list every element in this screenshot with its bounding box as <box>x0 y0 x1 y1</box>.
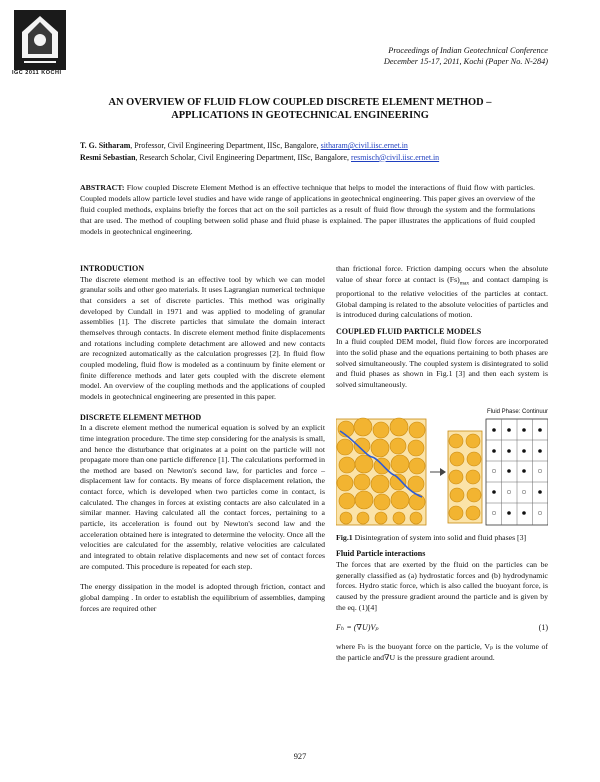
fluid-interactions-heading: Fluid Particle interactions <box>336 549 426 559</box>
proceedings-line-2: December 15-17, 2011, Kochi (Paper No. N-284) <box>383 57 548 66</box>
right-column <box>336 264 548 663</box>
figure-1-caption <box>336 533 548 544</box>
friction-text-a: than frictional force. Friction damping occurs when the absolute value of shear force at contact is (Fs) <box>336 264 548 284</box>
proceedings-header <box>384 45 548 67</box>
author-row <box>80 140 550 152</box>
equation-1 <box>336 623 548 634</box>
title-line-2: APPLICATIONS IN GEOTECHNICAL ENGINEERING <box>171 109 429 121</box>
logo-caption: IGC 2011 KOCHI <box>12 70 62 76</box>
friction-paragraph <box>336 264 548 321</box>
fluid-interactions-text: The forces that are exerted by the fluid on the particles can be generally classified as (a) hydrostatic forces and (b) hydrodynamic forces. Hydro static force, which is also called the buoyant force, is caused by the pressure gradient around the particle and is given by the eq. (1)[4] <box>336 559 548 612</box>
figure-1-illustration <box>336 401 548 529</box>
author-row <box>80 152 550 164</box>
proceedings-line-1: Proceedings of Indian Geotechnical Conference <box>388 46 548 55</box>
author-name: Resmi Sebastian <box>80 152 136 162</box>
conference-seal-icon <box>14 10 66 70</box>
page-number: 927 <box>293 752 307 761</box>
figure-caption-label: Fig.1 <box>336 532 353 542</box>
dem-text: In a discrete element method the numerical equation is solved by an explicit time integration procedure. The time step considering for the analysis is small, and hence the disturbance that originates at a point on the particle will not propagate more than one particle difference [1]. The calculations performed in the method are based on Newton's second law, for particles and force – displacement law for contacts. By means of force displacement relation, the contact force, which is developed when two particles come in contact, is calculated. The changes in forces at existing contacts are also calculated in a similar manner. Having calculated all the contact forces, pertaining to a particle, its acceleration is found out by Newton's second law and the acceleration obtained here is integrated to determine the velocity. Once all the velocities are calculated for the assembly, relative velocities are calculated and integrated to obtain relative displacements and new set of contact forces are computed. This procedure is repeated for each step. <box>80 423 325 571</box>
introduction-text: The discrete element method is an effective tool by which we can model granular soils and other geo materials. It uses Lagrangian numerical technique that considers a set of discrete particles. This method was originally developed by Cundall in 1971 and was applied to modeling of granular assemblies [1]. The discrete particles that simulate the domain interact themselves through contacts. In discrete element method finite displacements and rotations including complete detachment are allowed and new contacts are recognized automatically as the calculation progresses [2]. In fluid flow coupled modeling, fluid flow is modeled as a continuum by finite element or finite difference methods and later gets coupled with the discrete element model. An overview of the coupling methods and the applications of coupled models in geotechnical engineering are presented in this paper. <box>80 274 325 401</box>
friction-text-b: and contact damping is proportional to the relative velocities of the particles at contact. Global damping is related to the absolute velocities of particles and is introduced during calculations of motion. <box>336 274 548 320</box>
author-affiliation: , Research Scholar, Civil Engineering Department, IISc, Bangalore, <box>135 152 350 162</box>
introduction-heading: INTRODUCTION <box>80 264 145 273</box>
author-list <box>80 140 550 163</box>
author-affiliation: , Professor, Civil Engineering Department, IISc, Bangalore, <box>130 141 319 150</box>
paper-title <box>0 97 600 122</box>
friction-subscript: max <box>459 280 470 287</box>
abstract-text: Flow coupled Discrete Element Method is an effective technique that helps to model the interactions of fluid flow with particles. Coupled models allow particle level studies and have wide range of applications in geotechnical engineering. This paper gives an overview of the fluid coupled methods, explains briefly the forces that act on the soil particles as a result of fluid flow through the system and the formulations that are used. The method of coupling between solid phase and fluid phase is explained. The paper illustrates the applications of fluid coupled models in geotechnical engineering. <box>80 183 535 236</box>
figure-continuum-label: Fluid Phase: Continuum <box>487 408 548 415</box>
dem-heading: DISCRETE ELEMENT METHOD <box>80 412 202 422</box>
author-email-link[interactable]: resmisch@civil.iisc.ernet.in <box>351 152 440 162</box>
figure-1 <box>336 401 548 529</box>
figure-caption-text: Disintegration of system into solid and fluid phases [3] <box>352 532 527 542</box>
abstract <box>80 183 535 238</box>
conference-logo <box>14 10 66 70</box>
coupled-models-heading: COUPLED FLUID PARTICLE MODELS <box>336 326 482 336</box>
equation-1-formula: Fₕ = (∇U)Vₚ <box>336 623 379 633</box>
equation-1-number: (1) <box>538 623 548 633</box>
author-email-link[interactable]: sitharam@civil.iisc.ernet.in <box>320 141 408 150</box>
coupled-models-text: In a fluid coupled DEM model, fluid flow forces are incorporated into the solid phase and the equations pertaining to both phases are solved simultaneously. The coupled system is disintegrated to solid and fluid phases as shown in Fig.1 [3] and then each system is solved simultaneously. <box>336 337 548 390</box>
title-line-1: AN OVERVIEW OF FLUID FLOW COUPLED DISCRETE ELEMENT METHOD – <box>108 97 492 108</box>
where-text: where Fₕ is the buoyant force on the particle, Vₚ is the volume of the particle and∇U is the pressure gradient around. <box>336 641 548 662</box>
abstract-label: ABSTRACT: <box>80 183 125 192</box>
left-column <box>80 264 325 614</box>
author-name: T. G. Sitharam <box>80 141 131 150</box>
energy-text: The energy dissipation in the model is adopted through friction, contact and global damping . In order to establish the equilibrium of assemblies, damping forces are required other <box>80 582 325 613</box>
